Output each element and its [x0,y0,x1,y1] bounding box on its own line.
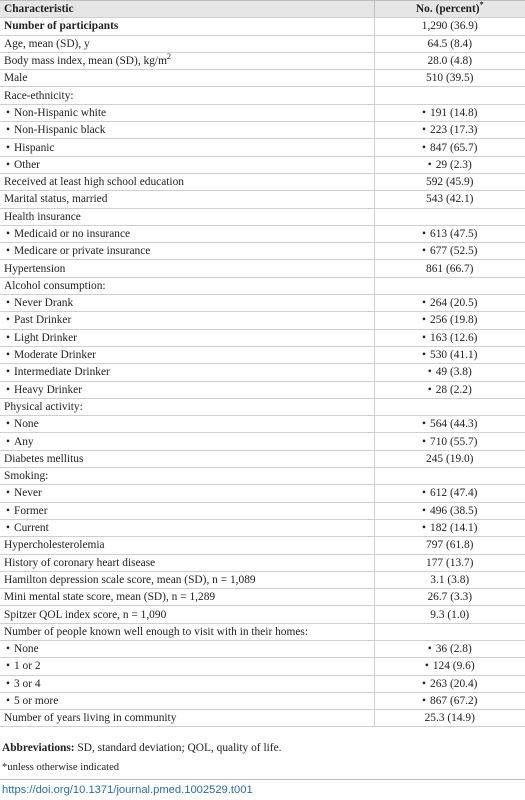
table-header-row [0,1,525,18]
row-label [0,589,374,606]
bullet-icon: • [6,660,10,673]
row-value-text: 49 (3.8) [435,366,472,379]
table-row [0,502,525,519]
footer-divider [0,779,525,780]
row-value [374,554,525,571]
row-value [374,122,525,139]
table-row [0,191,525,208]
row-value-text: 510 (39.5) [426,72,474,85]
row-value [374,243,525,260]
row-value [374,398,525,415]
row-label-text: None [14,643,39,656]
row-label [0,519,374,536]
row-value [374,260,525,277]
row-value-text: 177 (13.7) [426,556,474,569]
row-label [0,433,374,450]
doi-link[interactable]: https://doi.org/10.1371/journal.pmed.1002529.t001 [2,784,253,796]
bullet-icon: • [422,695,427,708]
row-value [374,312,525,329]
row-label [0,52,374,69]
row-value-text: 867 (67.2) [430,695,478,708]
row-value-text: 191 (14.8) [430,106,478,119]
row-value-text: 264 (20.5) [430,297,478,310]
row-value-text: 564 (44.3) [430,418,478,431]
abbreviations-footnote [0,742,525,754]
row-label [0,312,374,329]
row-value-text: 36 (2.8) [435,643,472,656]
row-label-text: Never Drank [14,297,74,310]
row-value-text: 496 (38.5) [430,504,478,517]
row-label-text: Physical activity: [4,400,83,413]
row-label-text: Moderate Drinker [14,349,96,362]
row-label [0,692,374,709]
row-label-text: Hypertension [4,262,66,275]
row-value-text: 861 (66.7) [426,262,474,275]
row-label-text: Current [14,522,49,535]
bullet-icon: • [422,106,427,119]
row-label [0,675,374,692]
row-label [0,485,374,502]
bullet-icon: • [6,124,10,137]
row-value [374,87,525,104]
table-row [0,554,525,571]
bullet-icon: • [427,366,432,379]
table-row [0,87,525,104]
row-value-text: 29 (2.3) [435,158,472,171]
row-value [374,519,525,536]
row-value [374,433,525,450]
table-row [0,277,525,294]
row-value-text: 124 (9.6) [432,660,475,673]
row-value-text: 28.0 (4.8) [427,55,473,68]
row-label [0,243,374,260]
row-value [374,191,525,208]
row-label [0,398,374,415]
row-label-text: Received at least high school education [4,176,184,189]
row-value [374,52,525,69]
footnote-mark: * [479,0,484,10]
table-row [0,364,525,381]
row-value-text: 223 (17.3) [430,124,478,137]
row-label [0,381,374,398]
row-value-text: 256 (19.8) [430,314,478,327]
row-value [374,173,525,190]
table-row [0,416,525,433]
row-label [0,18,374,35]
row-value [374,710,525,727]
row-label-text: Male [4,72,28,85]
row-label-text: Number of years living in community [4,712,177,725]
table-row [0,225,525,242]
bullet-icon: • [6,141,10,154]
bullet-icon: • [6,677,10,690]
abbreviations-label: Abbreviations: [2,742,75,754]
row-value-text: 612 (47.4) [430,487,478,500]
column-header-characteristic: Characteristic [0,1,374,18]
table-row [0,208,525,225]
row-label [0,122,374,139]
row-value [374,329,525,346]
bullet-icon: • [427,158,432,171]
row-value-text: 245 (19.0) [426,452,474,465]
row-label-text: Heavy Drinker [14,383,82,396]
row-label [0,450,374,467]
bullet-icon: • [422,418,427,431]
row-value [374,416,525,433]
table-row [0,329,525,346]
bullet-icon: • [6,245,10,258]
row-label-text: Alcohol consumption: [4,279,106,292]
row-label-text: Mini mental state score, mean (SD), n = 1,289 [4,591,216,604]
row-label-text: Race-ethnicity: [4,89,74,102]
row-label [0,139,374,156]
bullet-icon: • [422,435,427,448]
row-label-text: Age, mean (SD), y [4,37,90,50]
table-row [0,35,525,52]
row-label [0,571,374,588]
row-label [0,658,374,675]
bullet-icon: • [422,228,427,240]
row-label [0,364,374,381]
column-header-count [374,1,525,18]
table-row [0,346,525,363]
table-row [0,312,525,329]
row-label [0,468,374,485]
row-value [374,606,525,623]
row-value-text: 263 (20.4) [430,677,478,690]
table-body [0,18,525,727]
row-value-text: 592 (45.9) [426,176,474,189]
row-label-text: Never [14,487,42,500]
row-label-text: Medicaid or no insurance [14,228,131,240]
table-row [0,173,525,190]
row-label [0,191,374,208]
row-label [0,502,374,519]
bullet-icon: • [6,228,10,240]
table-row [0,710,525,727]
table-row [0,139,525,156]
row-label [0,346,374,363]
row-value [374,450,525,467]
row-label [0,87,374,104]
bullet-icon: • [424,660,429,673]
row-label [0,329,374,346]
row-label-text: Number of people known well enough to visit with in their homes: [4,625,309,638]
bullet-icon: • [422,504,427,517]
row-label [0,623,374,640]
row-label-text: Light Drinker [14,331,77,344]
row-label-text: Spitzer QOL index score, n = 1,090 [4,608,167,621]
row-value [374,156,525,173]
table-row [0,295,525,312]
row-label-text: Marital status, married [4,193,108,206]
table-row [0,18,525,35]
row-value [374,675,525,692]
row-label-text: Body mass index, mean (SD), kg/m [4,55,167,68]
bullet-icon: • [422,141,427,154]
table-row [0,519,525,536]
row-value [374,658,525,675]
bullet-icon: • [6,366,10,379]
row-label-text: Intermediate Drinker [14,366,110,379]
row-value-text: 182 (14.1) [430,522,478,535]
row-label-text: Past Drinker [14,314,72,327]
bullet-icon: • [6,106,10,119]
table-row [0,260,525,277]
row-value-text: 710 (55.7) [430,435,478,448]
row-label [0,640,374,657]
row-value [374,537,525,554]
row-value [374,692,525,709]
bullet-icon: • [6,695,10,708]
bullet-icon: • [422,245,427,258]
row-value-text: 26.7 (3.3) [427,591,473,604]
row-label [0,606,374,623]
row-value [374,502,525,519]
row-value [374,225,525,242]
table-row [0,692,525,709]
row-label-text: 1 or 2 [14,660,41,673]
row-value [374,468,525,485]
bullet-icon: • [422,331,427,344]
column-header-count-label: No. (percent) [415,3,480,16]
table-row [0,675,525,692]
table-row [0,450,525,467]
bullet-icon: • [6,331,10,344]
row-value-text: 613 (47.5) [430,228,478,240]
row-value [374,208,525,225]
bullet-icon: • [6,314,10,327]
table-row [0,468,525,485]
bullet-icon: • [422,124,427,137]
row-label-text: Medicare or private insurance [14,245,151,258]
table-row [0,398,525,415]
row-label-text: 5 or more [14,695,59,708]
row-label [0,35,374,52]
row-label-text: Hispanic [14,141,55,154]
row-value-text: 9.3 (1.0) [430,608,470,621]
row-label [0,554,374,571]
row-label [0,173,374,190]
bullet-icon: • [422,314,427,327]
bullet-icon: • [6,297,10,310]
row-value [374,18,525,35]
row-label [0,416,374,433]
bullet-icon: • [6,158,10,171]
row-label-text: Non-Hispanic white [14,106,107,119]
footnote-note: *unless otherwise indicated [2,762,120,773]
row-label [0,295,374,312]
row-value-text: 797 (61.8) [426,539,474,552]
abbreviations-text: SD, standard deviation; QOL, quality of life. [74,742,282,754]
bullet-icon: • [427,383,432,396]
row-label [0,710,374,727]
bullet-icon: • [422,349,427,362]
row-value [374,104,525,121]
bullet-icon: • [427,643,432,656]
table-row [0,433,525,450]
row-label [0,225,374,242]
row-value [374,35,525,52]
bullet-icon: • [422,297,427,310]
row-label-text: Health insurance [4,210,81,223]
bullet-icon: • [6,383,10,396]
row-label [0,260,374,277]
table-row [0,122,525,139]
row-value [374,346,525,363]
row-label [0,70,374,87]
bullet-icon: • [6,487,10,500]
row-value [374,589,525,606]
row-value [374,623,525,640]
row-label [0,208,374,225]
table-row [0,381,525,398]
table-row [0,52,525,69]
bullet-icon: • [422,522,427,535]
row-value-text: 25.3 (14.9) [424,712,475,725]
table-row [0,485,525,502]
bullet-icon: • [6,504,10,517]
row-value [374,295,525,312]
table-row [0,658,525,675]
table-row [0,640,525,657]
row-label-text: Former [14,504,48,517]
row-label [0,156,374,173]
row-label-text: Other [14,158,40,171]
row-value [374,364,525,381]
row-label-text: Smoking: [4,470,49,483]
row-label-text: 3 or 4 [14,677,41,690]
row-label-text: Non-Hispanic black [14,124,106,137]
row-label [0,277,374,294]
table-row [0,104,525,121]
row-value-text: 3.1 (3.8) [430,573,470,586]
row-value-text: 163 (12.6) [430,331,478,344]
bullet-icon: • [6,643,10,656]
table-row [0,243,525,260]
table-row [0,70,525,87]
row-label-text: Diabetes mellitus [4,452,84,465]
row-label [0,104,374,121]
row-label [0,537,374,554]
row-value-text: 543 (42.1) [426,193,474,206]
table-row [0,589,525,606]
row-label-text: Hamilton depression scale score, mean (SD), n = 1,089 [4,573,256,586]
table-row [0,571,525,588]
row-value [374,277,525,294]
table-row [0,156,525,173]
row-label-text: Any [14,435,34,448]
row-value [374,571,525,588]
row-value [374,485,525,502]
row-value [374,381,525,398]
row-value-text: 847 (65.7) [430,141,478,154]
bullet-icon: • [6,418,10,431]
bullet-icon: • [6,522,10,535]
row-value-text: 530 (41.1) [430,349,478,362]
row-value [374,70,525,87]
row-label-superscript: 2 [166,52,171,62]
row-label-text: Hypercholesterolemia [4,539,105,552]
row-value-text: 28 (2.2) [435,383,472,396]
bullet-icon: • [6,349,10,362]
bullet-icon: • [422,487,427,500]
row-label-text: History of coronary heart disease [4,556,156,569]
table-row [0,537,525,554]
table-row [0,623,525,640]
bullet-icon: • [422,677,427,690]
row-value-text: 677 (52.5) [430,245,478,258]
row-value [374,640,525,657]
bullet-icon: • [6,435,10,448]
row-value-text: 64.5 (8.4) [427,37,473,50]
row-label-text: Number of participants [4,20,119,33]
row-value-text: 1,290 (36.9) [421,20,478,33]
row-value [374,139,525,156]
table-row [0,606,525,623]
row-label-text: None [14,418,39,431]
